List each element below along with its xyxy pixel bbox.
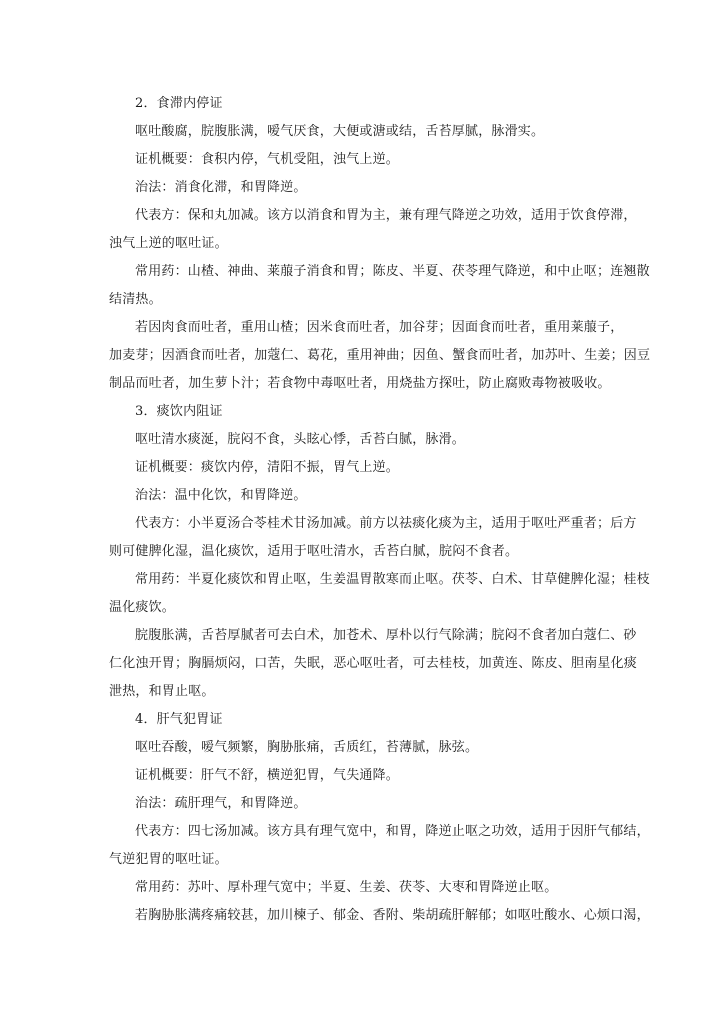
herbs-line-cont: 温化痰饮。 — [109, 600, 176, 615]
symptoms-line: 呕吐酸腐，脘腹胀满，嗳气厌食，大便或溏或结，舌苔厚腻，脉滑实。 — [135, 124, 545, 139]
pathogenesis-line: 证机概要：食积内停，气机受阻，浊气上逆。 — [135, 152, 400, 167]
modification-line-cont: 泄热，和胃止呕。 — [109, 684, 215, 699]
section-heading-food-stagnation: 2．食滞内停证 — [135, 96, 223, 111]
herbs-line-cont: 结清热。 — [109, 292, 162, 307]
pathogenesis-line: 证机概要：痰饮内停，清阳不振，胃气上逆。 — [135, 460, 400, 475]
herbs-line: 常用药：苏叶、厚朴理气宽中；半夏、生姜、茯苓、大枣和胃降逆止呕。 — [135, 880, 558, 895]
modification-line-cont: 加麦芽；因酒食而吐者，加蔻仁、葛花，重用神曲；因鱼、蟹食而吐者，加苏叶、生姜；因豆 — [109, 348, 651, 363]
herbs-line: 常用药：山楂、神曲、莱菔子消食和胃；陈皮、半夏、茯苓理气降逆，和中止呕；连翘散 — [135, 264, 650, 279]
section-heading-liver-qi: 4．肝气犯胃证 — [135, 712, 223, 727]
modification-line: 脘腹胀满，舌苔厚腻者可去白术，加苍术、厚朴以行气除满；脘闷不食者加白蔻仁、砂 — [135, 628, 637, 643]
formula-line: 代表方：保和丸加减。该方以消食和胃为主，兼有理气降逆之功效，适用于饮食停滞， — [135, 208, 637, 223]
formula-line-cont: 则可健脾化湿，温化痰饮，适用于呕吐清水，舌苔白腻，脘闷不食者。 — [109, 544, 519, 559]
symptoms-line: 呕吐清水痰涎，脘闷不食，头眩心悸，舌苔白腻，脉滑。 — [135, 432, 466, 447]
modification-line-cont: 制品而吐者，加生萝卜汁；若食物中毒呕吐者，用烧盐方探吐，防止腐败毒物被吸收。 — [109, 376, 611, 391]
symptoms-line: 呕吐吞酸，嗳气频繁，胸胁胀痛，舌质红，苔薄腻，脉弦。 — [135, 740, 479, 755]
formula-line: 代表方：四七汤加减。该方具有理气宽中，和胃，降逆止呕之功效，适用于因肝气郁结， — [135, 824, 650, 839]
treatment-line: 治法：温中化饮，和胃降逆。 — [135, 488, 307, 503]
pathogenesis-line: 证机概要：肝气不舒，横逆犯胃，气失通降。 — [135, 768, 400, 783]
section-heading-phlegm: 3．痰饮内阻证 — [135, 404, 223, 419]
formula-line: 代表方：小半夏汤合苓桂术甘汤加减。前方以祛痰化痰为主，适用于呕吐严重者；后方 — [135, 516, 637, 531]
treatment-line: 治法：消食化滞，和胃降逆。 — [135, 180, 307, 195]
treatment-line: 治法：疏肝理气，和胃降逆。 — [135, 796, 307, 811]
modification-line: 若胸胁胀满疼痛较甚，加川楝子、郁金、香附、柴胡疏肝解郁；如呕吐酸水、心烦口渴， — [135, 908, 650, 923]
modification-line: 若因肉食而吐者，重用山楂；因米食而吐者，加谷芽；因面食而吐者，重用莱菔子， — [135, 320, 624, 335]
herbs-line: 常用药：半夏化痰饮和胃止呕，生姜温胃散寒而止呕。茯苓、白术、甘草健脾化湿；桂枝 — [135, 572, 650, 587]
formula-line-cont: 浊气上逆的呕吐证。 — [109, 236, 228, 251]
modification-line-cont: 仁化浊开胃；胸膈烦闷，口苦，失眠，恶心呕吐者，可去桂枝，加黄连、陈皮、胆南星化痰 — [109, 656, 638, 671]
formula-line-cont: 气逆犯胃的呕吐证。 — [109, 852, 228, 867]
